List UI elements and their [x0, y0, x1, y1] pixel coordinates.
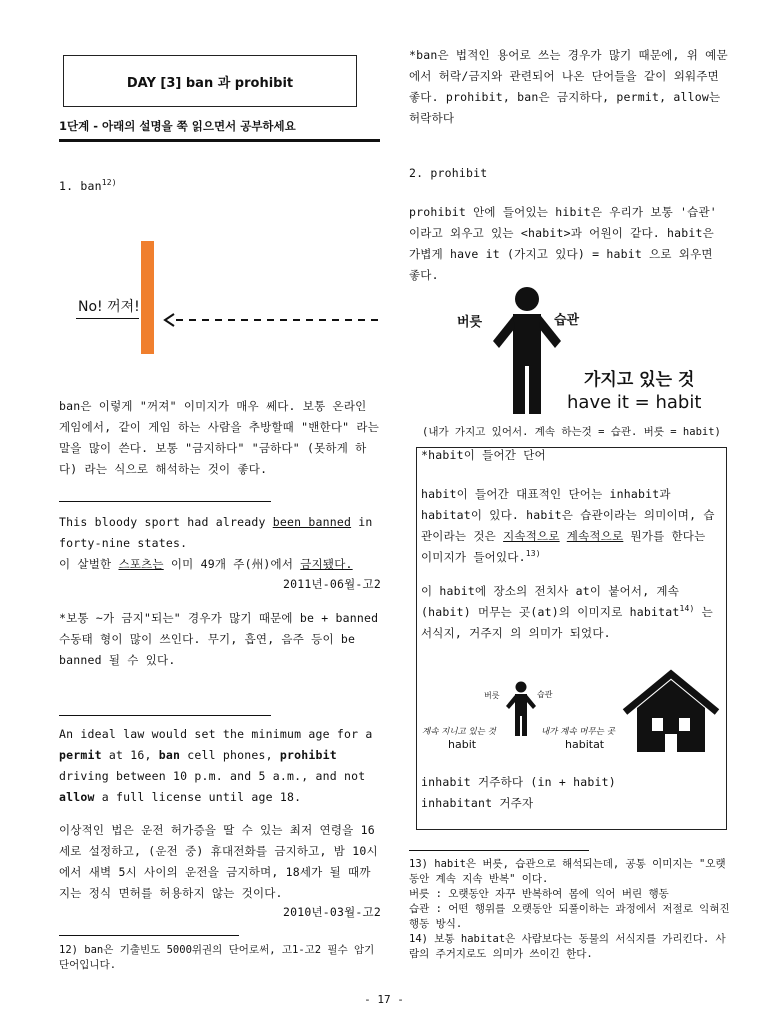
- label-underline: [76, 318, 139, 319]
- figure-label-left: 버릇: [457, 315, 483, 330]
- word-inhabit: inhabit 거주하다 (in + habit): [421, 775, 616, 789]
- example2-source: 2010년-03월-고2: [282, 905, 381, 919]
- example1-en: This bloody sport had already been banned in forty-nine states.: [59, 515, 373, 550]
- figure-line1: 가지고 있는 것: [584, 370, 695, 390]
- footnote-12: 12) ban은 기출빈도 5000위권의 단어로써, 고1-고2 필수 암기 단어입니다.: [59, 944, 375, 971]
- habit-box-para1: habit이 들어간 대표적인 단어는 inhabit과 habitat이 있다. habit은 습관이라는 의미이며, 습관이라는 것은 지속적으로 계속적으로 뭔가를 한다는 이미지가 들어있다.$^{13)}$: [421, 487, 715, 564]
- mini-word-habitat: habitat: [565, 738, 605, 751]
- footnote-13-habit: 버릇 : 오랫동안 자꾸 반복하여 몸에 익어 버린 행동: [409, 888, 669, 900]
- ban-usage-note: *ban은 법적인 용어로 쓰는 경우가 많기 때문에, 위 예문에서 허락/금지와 관련되어 나온 단어들을 같이 외워주면 좋다. prohibit, ban은 금지하다, permit, allow는 허락하다: [409, 48, 728, 125]
- ban-explanation: ban은 이렇게 "꺼져" 이미지가 매우 쎄다. 보통 온라인 게임에서, 같이 게임 하는 사람을 추방할때 "밴한다" 라는 말을 많이 쓴다. 보통 "금지하다" "금하다" (못하게 하다) 라는 식으로 해석하는 것이 좋다.: [59, 399, 380, 476]
- page-number: - 17 -: [364, 993, 404, 1006]
- mini-caption-right: 내가 계속 머무는 곳: [541, 727, 615, 737]
- dashed-arrow: [160, 312, 382, 328]
- diagram-label: No! 꺼져!: [78, 299, 140, 315]
- footnote-13-custom: 습관 : 어떤 행위를 오랫동안 되풀이하는 과정에서 저절로 익혀진 행동 방식.: [409, 903, 730, 930]
- orange-wall: [141, 241, 154, 354]
- example1-source: 2011년-06월-고2: [282, 577, 381, 591]
- figure-caption: (내가 가지고 있어서. 계속 하는것 = 습관. 버릇 = habit): [422, 426, 721, 438]
- ban-note: *보통 ~가 금지"되는" 경우가 많기 때문에 be + banned 수동태 형이 많이 쓰인다. 무기, 흡연, 음주 등이 be banned 될 수 있다.: [59, 611, 379, 667]
- figure-label-right: 습관: [554, 313, 580, 328]
- habit-box-title: *habit이 들어간 단어: [421, 448, 546, 462]
- footnote-14: 14) 보통 habitat은 사람보다는 동물의 서식지를 가리킨다. 사람의 주거지로도 의미가 쓰이긴 한다.: [409, 933, 726, 960]
- example1-ko: 이 살벌한 스포츠는 이미 49개 주(州)에서 금지됐다.: [59, 557, 353, 571]
- prohibit-explanation: prohibit 안에 들어있는 hibit은 우리가 보통 '습관' 이라고 외우고 있는 <habit>과 어원이 같다. habit은 가볍게 have it (가지고 있다) = habit 으로 외우면 좋다.: [409, 205, 717, 282]
- mini-label-left: 버릇: [484, 691, 500, 700]
- person-shrug-icon: [486, 286, 568, 416]
- example-divider-2: [59, 715, 271, 716]
- mini-label-right: 습관: [537, 690, 553, 699]
- footnote-divider: [59, 935, 239, 936]
- example2-en: An ideal law would set the minimum age for a permit at 16, ban cell phones, prohibit driving between 10 p.m. and 5 a.m., and not allow a full license until age 18.: [59, 727, 373, 804]
- house-icon: [621, 668, 721, 754]
- mini-caption-left: 계속 지니고 있는 것: [422, 727, 496, 737]
- section-divider: [59, 139, 380, 142]
- footnote-divider-right: [409, 850, 589, 851]
- step-instruction: 1단계 - 아래의 설명을 쭉 읽으면서 공부하세요: [59, 119, 296, 133]
- example-divider: [59, 501, 271, 502]
- word-inhabitant: inhabitant 거주자: [421, 796, 534, 810]
- small-person-icon: [504, 681, 538, 737]
- ban-heading: 1. ban$^{12)}$: [59, 178, 117, 193]
- example2-ko: 이상적인 법은 운전 허가증을 딸 수 있는 최저 연령을 16세로 설정하고, (운전 중) 휴대전화를 금지하고, 밤 10시에서 새벽 5시 사이의 운전을 금지하며, 18세가 될 때까지는 정식 면허를 허용하지 않는 것이다.: [59, 823, 378, 900]
- habit-box-para2: 이 habit에 장소의 전치사 at이 붙어서, 계속(habit) 머무는 곳(at)의 이미지로 habitat$^{14)}$ 는 서식지, 거주지 의 의미가 되었다.: [421, 584, 713, 640]
- prohibit-heading: 2. prohibit: [409, 166, 488, 180]
- footnote-13: 13) habit은 버릇, 습관으로 해석되는데, 공통 이미지는 "오랫동안 계속 지속 반복" 이다.: [409, 858, 726, 885]
- lesson-title: DAY [3] ban 과 prohibit: [63, 55, 357, 107]
- mini-word-habit: habit: [448, 738, 477, 751]
- figure-line2: have it = habit: [567, 392, 702, 413]
